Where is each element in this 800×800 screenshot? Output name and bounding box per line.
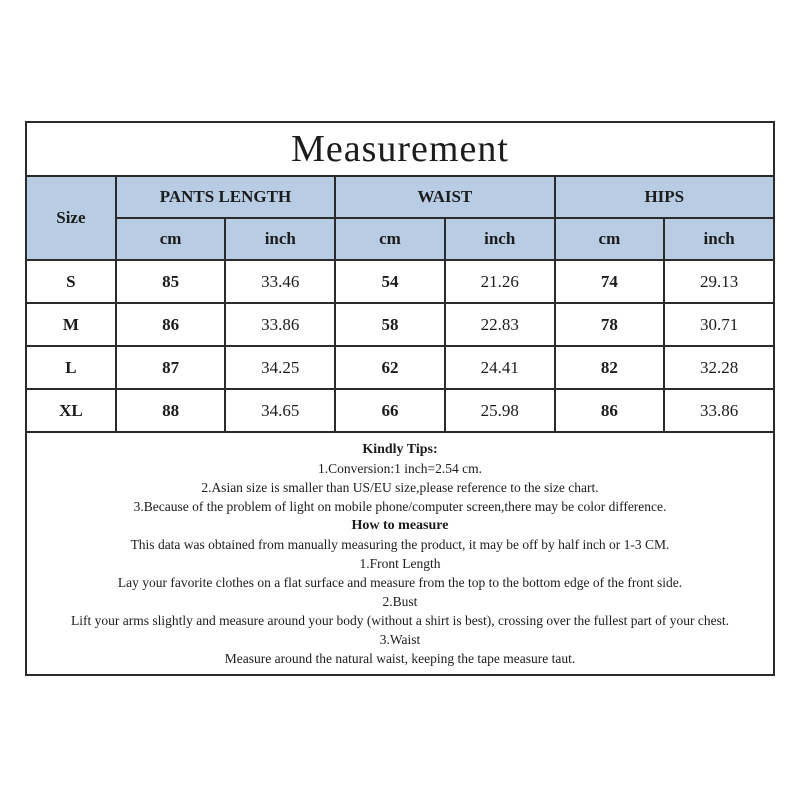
cell-waist-cm: 66 [335, 389, 445, 432]
cell-hips-inch: 29.13 [664, 260, 774, 303]
subheader-waist-inch: inch [445, 218, 555, 260]
kindly-tips-heading: Kindly Tips: [362, 441, 438, 457]
table-row [26, 346, 774, 389]
tips-section [26, 432, 774, 675]
cell-waist-cm: 54 [335, 260, 445, 303]
subheader-pants-inch: inch [225, 218, 335, 260]
cell-hips-cm: 82 [555, 346, 665, 389]
tips-row [26, 432, 774, 675]
tips-line: 3.Because of the problem of light on mobile phone/computer screen,there may be color difference. [133, 498, 667, 514]
cell-size: XL [26, 389, 116, 432]
sub-header-row [26, 218, 774, 260]
measurement-table [25, 121, 775, 676]
group-header-row [26, 176, 774, 218]
subheader-waist-cm: cm [335, 218, 445, 260]
cell-waist-inch: 25.98 [445, 389, 555, 432]
subheader-hips-inch: inch [664, 218, 774, 260]
cell-pants-inch: 34.25 [225, 346, 335, 389]
tips-line: Measure around the natural waist, keeping the tape measure taut. [224, 650, 576, 666]
cell-waist-inch: 24.41 [445, 346, 555, 389]
cell-hips-cm: 78 [555, 303, 665, 346]
tips-line: 2.Asian size is smaller than US/EU size,please reference to the size chart. [201, 479, 599, 495]
cell-waist-cm: 62 [335, 346, 445, 389]
column-header-waist: WAIST [335, 176, 554, 218]
title-row [26, 122, 774, 176]
tips-line: This data was obtained from manually measuring the product, it may be off by half inch or 1-3 CM. [130, 536, 670, 552]
cell-hips-inch: 33.86 [664, 389, 774, 432]
cell-size: M [26, 303, 116, 346]
cell-waist-inch: 22.83 [445, 303, 555, 346]
tips-line: Lift your arms slightly and measure around your body (without a shirt is best), crossing over the fullest part of your chest. [71, 612, 729, 628]
page-title: Measurement [26, 122, 774, 176]
cell-waist-inch: 21.26 [445, 260, 555, 303]
column-header-size: Size [26, 176, 116, 260]
tips-line: 1.Conversion:1 inch=2.54 cm. [318, 460, 482, 476]
cell-pants-inch: 33.86 [225, 303, 335, 346]
cell-hips-cm: 74 [555, 260, 665, 303]
cell-hips-inch: 32.28 [664, 346, 774, 389]
cell-pants-inch: 34.65 [225, 389, 335, 432]
cell-hips-cm: 86 [555, 389, 665, 432]
subheader-pants-cm: cm [116, 218, 226, 260]
tips-line: 1.Front Length [359, 555, 441, 571]
table-row [26, 303, 774, 346]
tips-line: Lay your favorite clothes on a flat surface and measure from the top to the bottom edge of the front side. [117, 574, 683, 590]
tips-line: 2.Bust [382, 593, 418, 609]
cell-pants-cm: 85 [116, 260, 226, 303]
column-header-hips: HIPS [555, 176, 774, 218]
cell-pants-cm: 88 [116, 389, 226, 432]
how-to-measure-heading: How to measure [351, 517, 449, 533]
cell-size: S [26, 260, 116, 303]
table-row [26, 260, 774, 303]
table-row [26, 389, 774, 432]
cell-pants-cm: 86 [116, 303, 226, 346]
tips-line: 3.Waist [379, 631, 421, 647]
cell-hips-inch: 30.71 [664, 303, 774, 346]
column-header-pants-length: PANTS LENGTH [116, 176, 335, 218]
subheader-hips-cm: cm [555, 218, 665, 260]
cell-pants-cm: 87 [116, 346, 226, 389]
cell-pants-inch: 33.46 [225, 260, 335, 303]
cell-size: L [26, 346, 116, 389]
cell-waist-cm: 58 [335, 303, 445, 346]
